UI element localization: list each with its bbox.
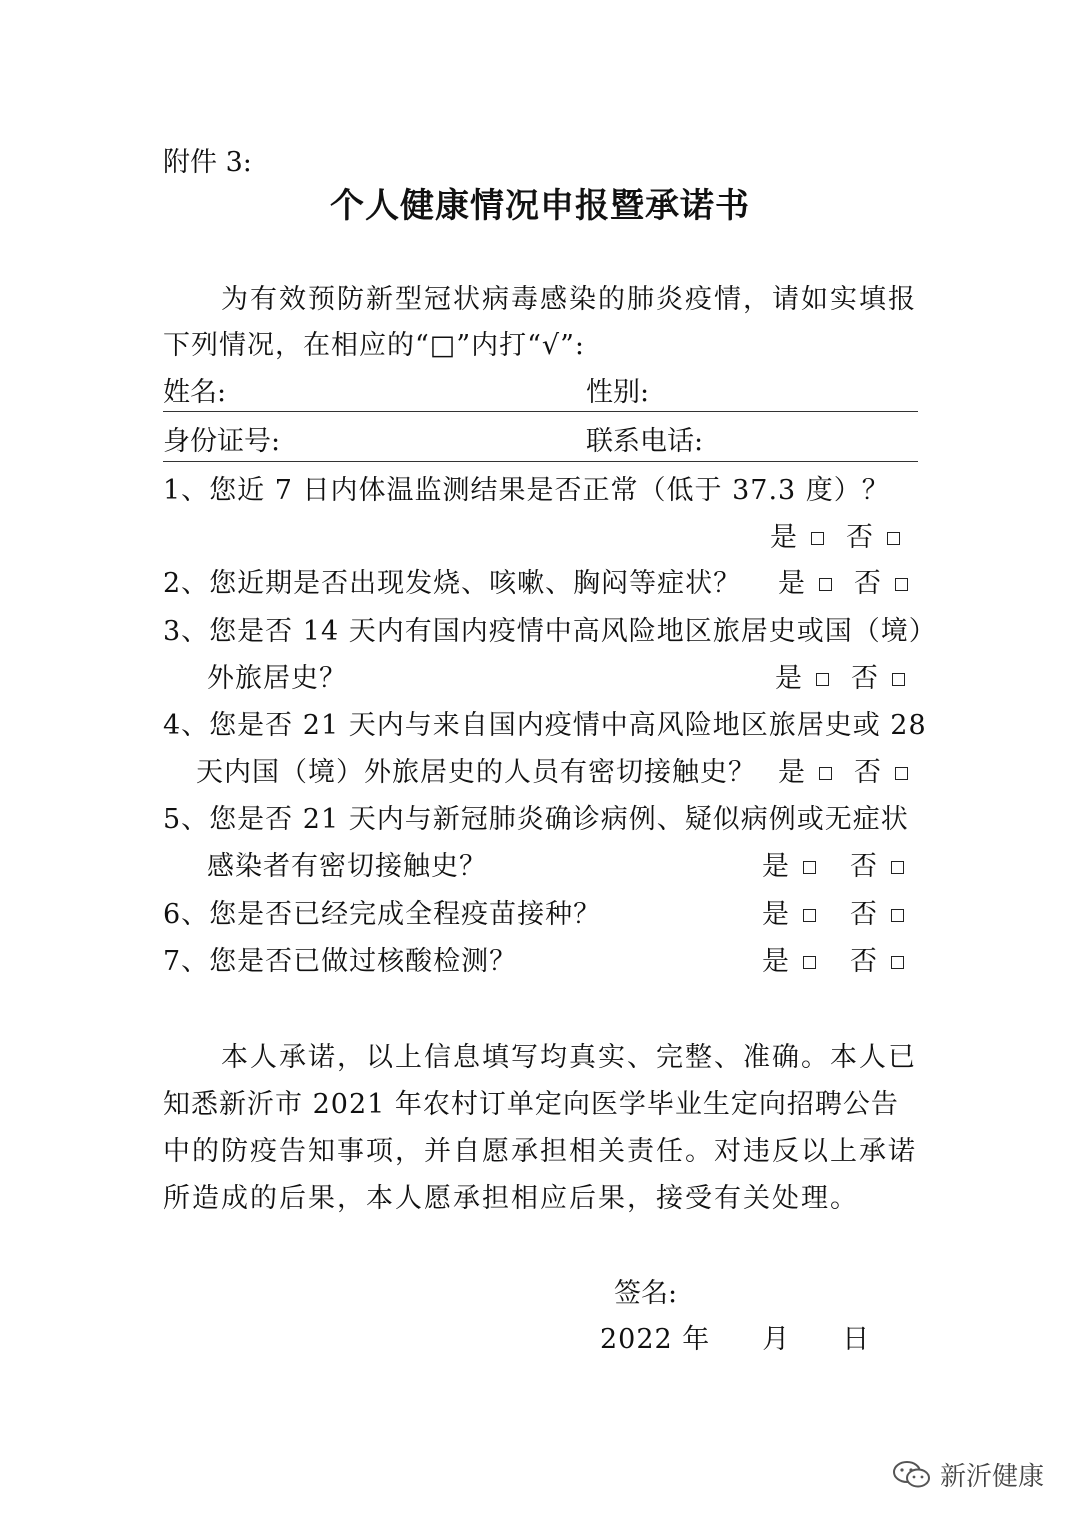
no-checkbox[interactable] [891,956,904,969]
no-label: 否 [851,663,878,694]
no-checkbox[interactable] [895,578,908,591]
no-label: 否 [846,522,873,553]
phone-field-label: 联系电话: [586,426,704,457]
id-field-line [163,461,918,462]
question-5-text-cont: 感染者有密切接触史？ [207,851,487,882]
attachment-label: 附件 3: [163,147,252,178]
yes-checkbox[interactable] [803,956,816,969]
name-field-line [163,411,918,412]
no-label: 否 [854,757,881,788]
date-month: 月 [762,1324,791,1355]
question-7-answer [762,945,904,979]
wechat-icon [892,1460,932,1490]
question-3-text-cont: 外旅居史？ [207,663,347,694]
question-3-text: 3、您是否 14 天内有国内疫情中高风险地区旅居史或国（境） [163,616,937,647]
question-1-answer [770,521,900,555]
question-4-answer [778,756,908,790]
yes-checkbox[interactable] [811,532,824,545]
yes-checkbox[interactable] [816,673,829,686]
id-number-field-label: 身份证号: [163,426,281,457]
question-4-text-cont: 天内国（境）外旅居史的人员有密切接触史？ [196,757,756,788]
yes-checkbox[interactable] [803,861,816,874]
name-field-label: 姓名: [163,377,227,408]
question-6-answer [762,898,904,932]
gender-field-label: 性别: [586,377,650,408]
yes-label: 是 [770,522,797,553]
question-2-text: 2、您近期是否出现发烧、咳嗽、胸闷等症状？ [163,568,742,599]
no-label: 否 [854,568,881,599]
date-year: 2022 年 [600,1324,711,1355]
question-4-text: 4、您是否 21 天内与来自国内疫情中高风险地区旅居史或 28 [163,710,927,741]
watermark-text: 新沂健康 [940,1462,1045,1492]
yes-label: 是 [778,568,805,599]
intro-line-1: 为有效预防新型冠状病毒感染的肺炎疫情，请如实填报 [221,284,917,315]
document-title: 个人健康情况申报暨承诺书 [330,186,750,226]
signature-label: 签名: [614,1278,678,1309]
date-line [600,1323,870,1357]
pledge-line-3: 中的防疫告知事项，并自愿承担相关责任。对违反以上承诺 [163,1136,917,1167]
yes-label: 是 [775,663,802,694]
intro-line-2: 下列情况，在相应的“□”内打“√”: [163,330,586,361]
question-2-answer [778,567,908,601]
pledge-line-1: 本人承诺，以上信息填写均真实、完整、准确。本人已 [221,1042,917,1073]
pledge-line-4: 所造成的后果，本人愿承担相应后果，接受有关处理。 [163,1183,859,1214]
yes-label: 是 [778,757,805,788]
question-1-text: 1、您近 7 日内体温监测结果是否正常（低于 37.3 度）？ [163,475,890,506]
no-checkbox[interactable] [891,909,904,922]
question-6-text: 6、您是否已经完成全程疫苗接种？ [163,899,602,930]
question-3-answer [775,662,905,696]
no-checkbox[interactable] [891,861,904,874]
pledge-line-2: 知悉新沂市 2021 年农村订单定向医学毕业生定向招聘公告 [163,1089,899,1120]
no-checkbox[interactable] [895,767,908,780]
question-7-text: 7、您是否已做过核酸检测？ [163,946,518,977]
date-day: 日 [842,1324,871,1355]
watermark [892,1456,1044,1493]
no-label: 否 [850,851,877,882]
yes-checkbox[interactable] [819,767,832,780]
yes-label: 是 [762,851,789,882]
yes-label: 是 [762,946,789,977]
question-5-text: 5、您是否 21 天内与新冠肺炎确诊病例、疑似病例或无症状 [163,804,909,835]
no-checkbox[interactable] [892,673,905,686]
yes-checkbox[interactable] [803,909,816,922]
no-checkbox[interactable] [887,532,900,545]
yes-label: 是 [762,899,789,930]
yes-checkbox[interactable] [819,578,832,591]
no-label: 否 [850,899,877,930]
question-5-answer [762,850,904,884]
no-label: 否 [850,946,877,977]
